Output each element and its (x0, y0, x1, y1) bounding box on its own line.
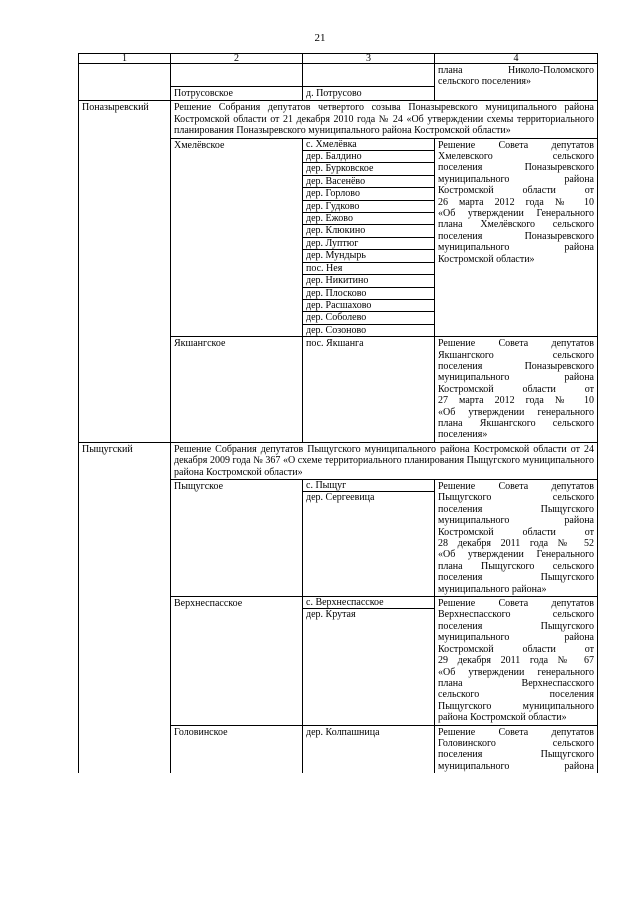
decision-line: Решение Совета депутатов (438, 338, 594, 350)
locality-cell-empty (303, 64, 435, 87)
decision-cell (435, 480, 598, 597)
decision-line: Костромской области от (438, 185, 594, 197)
page-number: 21 (314, 32, 326, 44)
locality-name: дер. Бурковское (303, 163, 434, 175)
settlement-name: Якшангское (171, 337, 303, 443)
settlement-cell-empty (171, 64, 303, 87)
decision-line: муниципального района (438, 173, 594, 185)
decision-line: «Об утверждении Генерального (438, 208, 594, 220)
locality-name: дер. Расшахово (303, 299, 434, 311)
decision-cell (435, 64, 598, 101)
column-number: 4 (435, 54, 598, 64)
decision-line: поселения» (438, 429, 488, 441)
locality-name: дер. Клюкино (303, 225, 434, 237)
decision-line: Пыщугского сельского (438, 492, 594, 504)
decision-line: плана Хмелёвского сельского (438, 219, 594, 231)
decision-line: муниципального района» (438, 583, 547, 595)
decision-line: плана Пыщугского сельского (438, 560, 594, 572)
decision-line: Решение Совета депутатов (438, 481, 594, 492)
settlement-name: Хмелёвское (171, 138, 303, 337)
column-number: 3 (303, 54, 435, 64)
decision-line: сельского поселения» (438, 76, 532, 88)
planning-documents-table (78, 53, 598, 773)
decision-line: поселения Поназыревского (438, 162, 594, 174)
district-scheme-row (79, 442, 598, 479)
settlement-name: Головинское (171, 725, 303, 773)
locality-name: дер. Горлово (303, 188, 434, 200)
locality-list (303, 480, 435, 597)
decision-cell (435, 725, 598, 773)
locality-name: дер. Ежово (303, 213, 434, 225)
decision-line: Решение Совета депутатов (438, 726, 594, 738)
decision-cell (435, 138, 598, 337)
locality-name: д. Потрусово (303, 87, 435, 101)
locality-name: с. Верхнеспасское (303, 597, 434, 609)
locality-name: дер. Балдино (303, 151, 434, 163)
locality-name: дер. Мундырь (303, 250, 434, 262)
settlement-name: Верхнеспасское (171, 597, 303, 725)
column-number: 2 (171, 54, 303, 64)
locality-name: дер. Гудково (303, 200, 434, 212)
decision-line: 29 декабря 2011 года № 67 (438, 655, 594, 667)
locality-list (303, 138, 435, 337)
decision-line: плана Якшангского сельского (438, 417, 594, 429)
locality-name: с. Пыщуг (303, 480, 434, 492)
settlement-name: Пыщугское (171, 480, 303, 597)
decision-line: муниципального района (438, 515, 594, 527)
decision-line: поселения Пыщугского (438, 572, 594, 584)
locality-name: дер. Соболево (303, 312, 434, 324)
decision-line: плана Николо-Поломского (438, 65, 594, 76)
district-name: Поназыревский (79, 101, 171, 442)
decision-line: Костромской области от (438, 526, 594, 538)
decision-line: Пыщугского муниципального (438, 700, 594, 712)
territorial-scheme-decision: Решение Собрания депутатов Пыщугского муниципального района Костромской области от 24 декабря 2009 года № 367 «О схеме территориального планирования Пыщугского муниципального района Костромской области» (171, 442, 598, 479)
decision-line: Хмелевского сельского (438, 151, 594, 163)
decision-line: сельского поселения (438, 689, 594, 701)
locality-name: дер. Крутая (306, 609, 356, 621)
territorial-scheme-decision: Решение Собрания депутатов четвертого созыва Поназыревского муниципального района Костромской области от 21 декабря 2010 года № 24 «Об утверждении схемы территориального планирования Поназыревского муниципального района Костромской области» (171, 101, 598, 138)
column-number-row (79, 54, 598, 64)
decision-line: «Об утверждении генерального (438, 406, 594, 418)
district-name: Пыщугский (79, 442, 171, 773)
locality-name: дер. Васенёво (303, 175, 434, 187)
locality-name: с. Хмелёвка (303, 139, 434, 151)
decision-line: плана Верхнеспасского (438, 677, 594, 689)
decision-line: поселения Пыщугского (438, 620, 594, 632)
locality-list (303, 597, 435, 725)
decision-line: 27 марта 2012 года № 10 (438, 395, 594, 407)
locality-name: дер. Сергеевица (306, 492, 375, 504)
decision-cell (435, 337, 598, 443)
locality-name: дер. Плосково (303, 287, 434, 299)
decision-line: 28 декабря 2011 года № 52 (438, 538, 594, 550)
locality-name: дер. Луптюг (303, 237, 434, 249)
decision-line: «Об утверждении Генерального (438, 549, 594, 561)
continuation-row (79, 64, 598, 87)
locality-name: дер. Колпашница (303, 725, 435, 773)
decision-line: муниципального района (438, 372, 594, 384)
decision-line: 26 марта 2012 года № 10 (438, 196, 594, 208)
district-cell-empty (79, 64, 171, 101)
decision-line: муниципального района (438, 632, 594, 644)
decision-line: Костромской области от (438, 383, 594, 395)
decision-line: поселения Поназыревского (438, 230, 594, 242)
district-scheme-row (79, 101, 598, 138)
decision-line: Решение Совета депутатов (438, 598, 594, 610)
decision-line: Верхнеспасского сельского (438, 609, 594, 621)
decision-line: поселения Поназыревского (438, 360, 594, 372)
decision-line: «Об утверждении генерального (438, 666, 594, 678)
decision-line: муниципального района (438, 242, 594, 254)
settlement-name: Потрусовское (171, 87, 303, 101)
decision-cell (435, 597, 598, 725)
decision-line: района Костромской области» (438, 712, 567, 724)
locality-name: пос. Нея (303, 262, 434, 274)
decision-line: поселения Пыщугского (438, 503, 594, 515)
locality-name: пос. Якшанга (303, 337, 435, 443)
decision-line: муниципального района (438, 760, 594, 772)
decision-line: Костромской области» (438, 253, 535, 265)
decision-line: Решение Совета депутатов (438, 139, 594, 151)
decision-line: Якшангского сельского (438, 349, 594, 361)
decision-line: Головинского сельского (438, 737, 594, 749)
decision-line: Костромской области от (438, 643, 594, 655)
locality-name: дер. Созоново (306, 324, 367, 336)
decision-line: поселения Пыщугского (438, 749, 594, 761)
column-number: 1 (79, 54, 171, 64)
locality-name: дер. Никитино (303, 275, 434, 287)
